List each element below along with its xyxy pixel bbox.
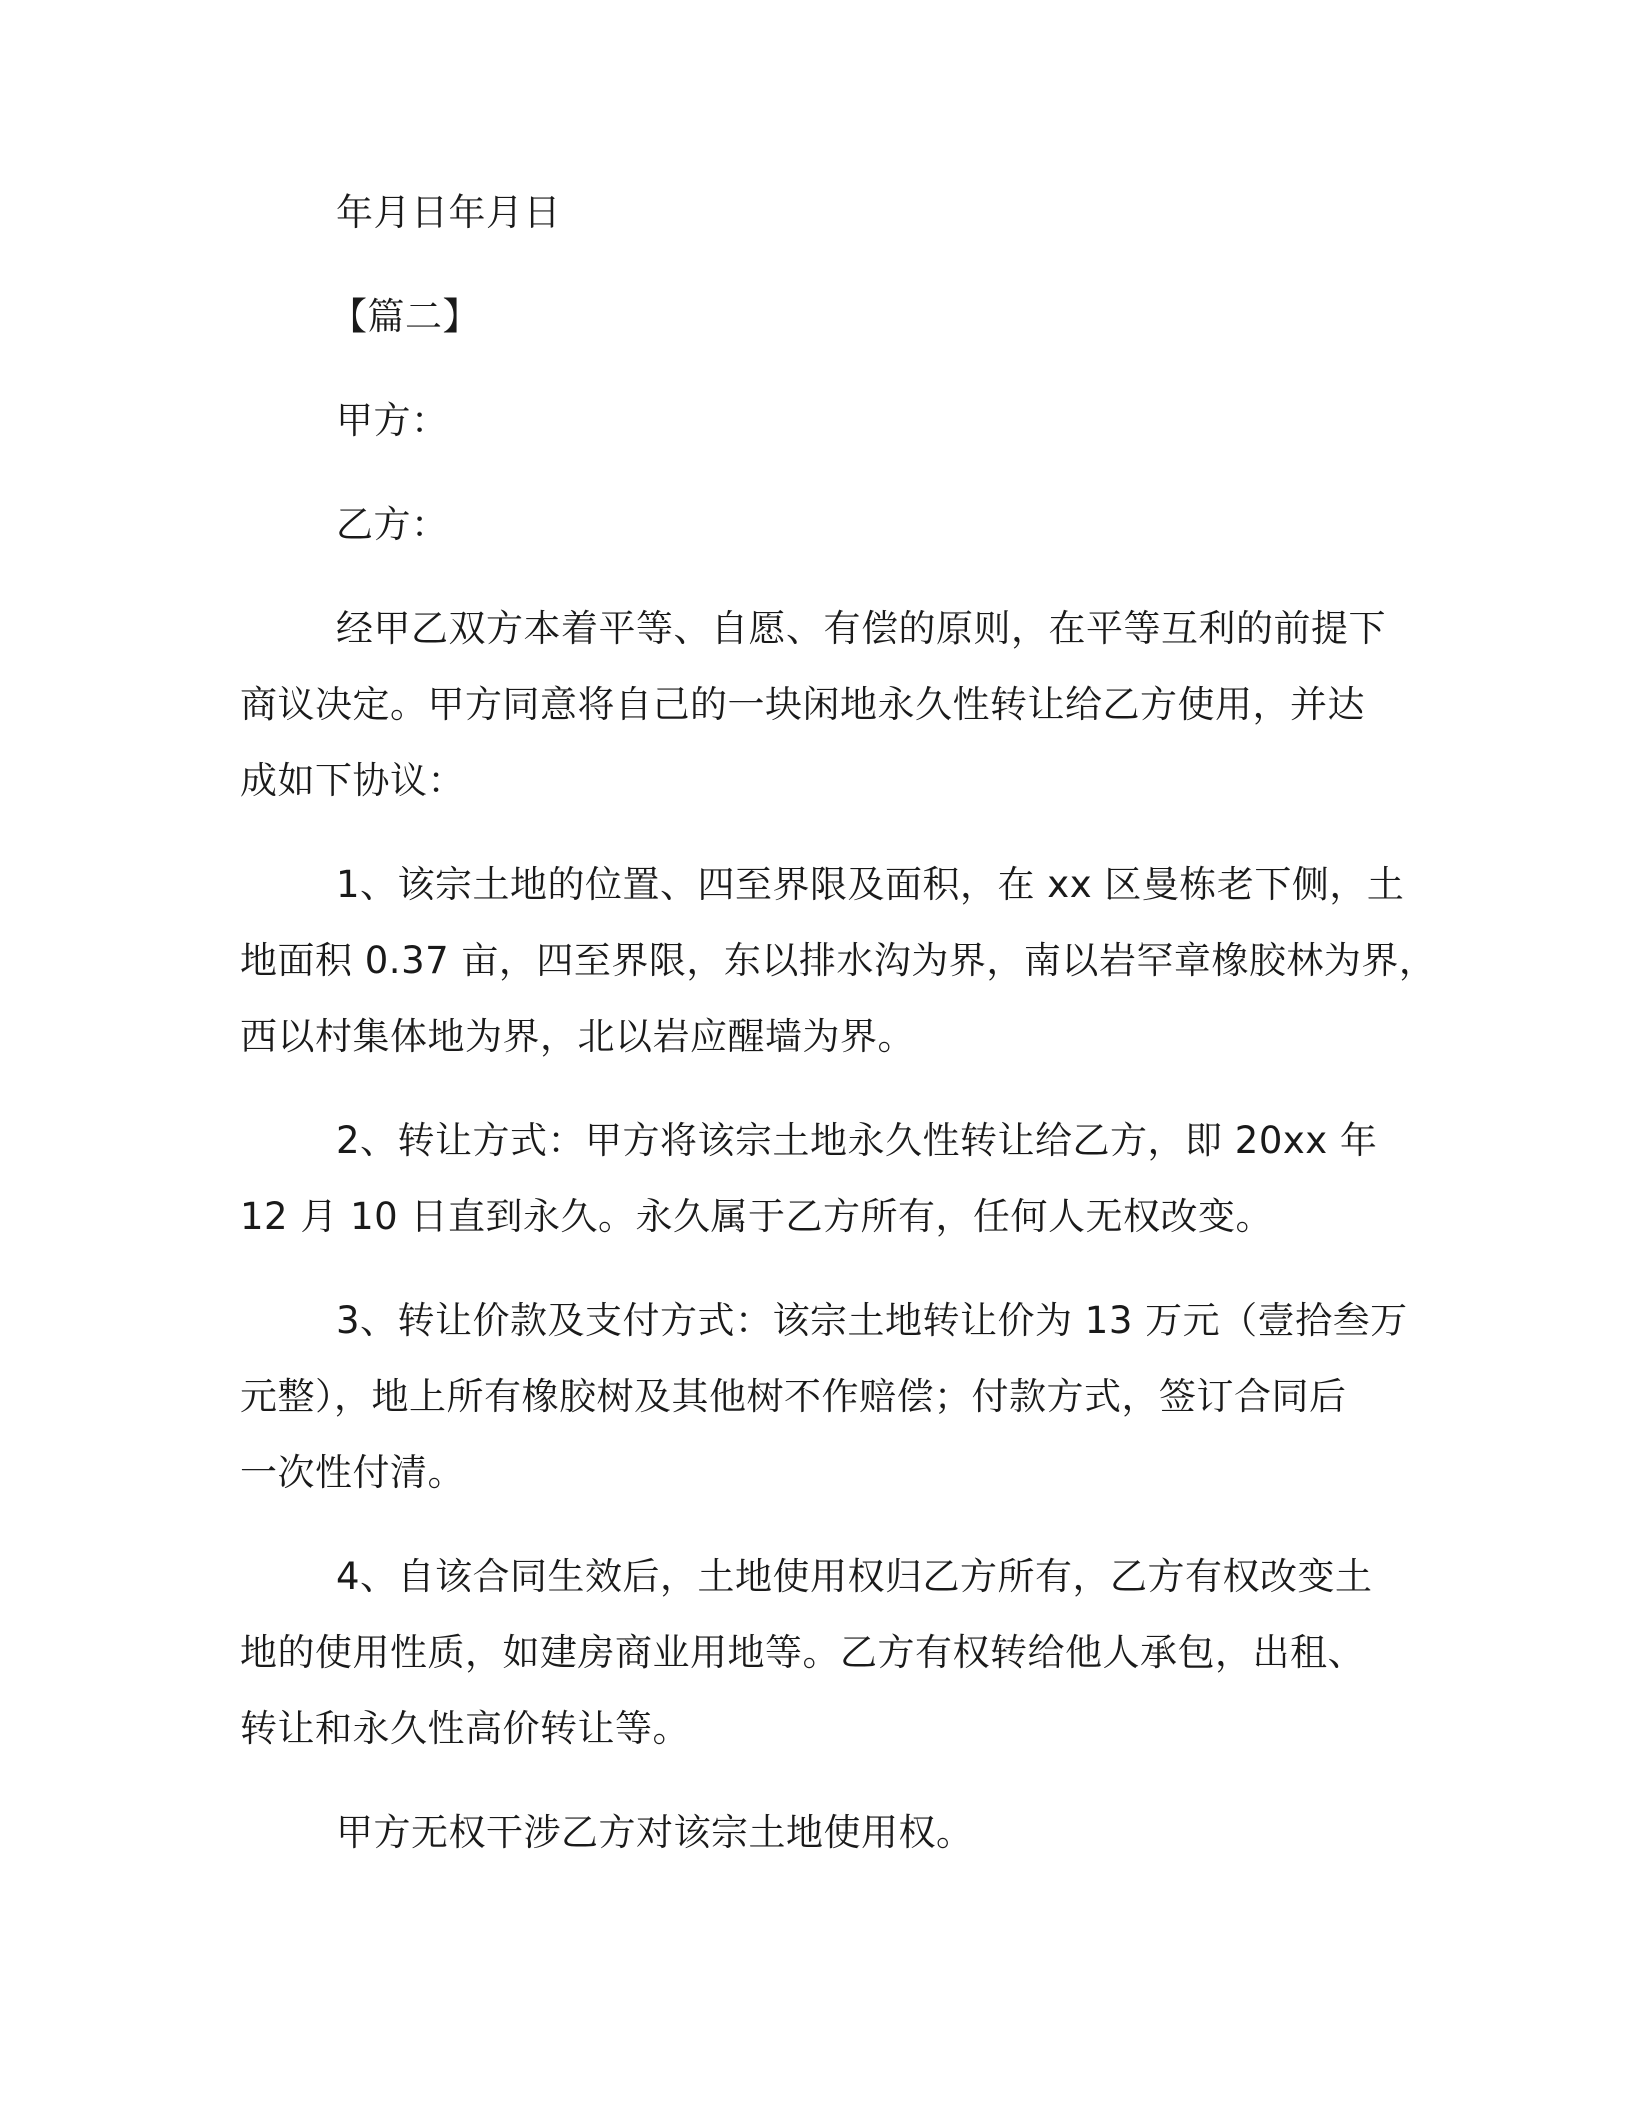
paragraph-line: 4、自该合同生效后，土地使用权归乙方所有，乙方有权改变土: [336, 1555, 1373, 1598]
paragraph-line: 西以村集体地为界，北以岩应醒墙为界。: [240, 1015, 915, 1058]
paragraph-line: 商议决定。甲方同意将自己的一块闲地永久性转让给乙方使用，并达: [240, 683, 1365, 726]
paragraph-line: 转让和永久性高价转让等。: [240, 1707, 690, 1750]
paragraph-line: 3、转让价款及支付方式：该宗土地转让价为 13 万元（壹拾叁万: [336, 1299, 1408, 1342]
paragraph-line: 12 月 10 日直到永久。永久属于乙方所有，任何人无权改变。: [240, 1195, 1273, 1238]
paragraph-line: 一次性付清。: [240, 1451, 465, 1494]
paragraph-line: 成如下协议：: [240, 759, 465, 802]
paragraph-line: 经甲乙双方本着平等、自愿、有偿的原则，在平等互利的前提下: [336, 607, 1386, 650]
section-heading: 【篇二】: [330, 295, 480, 338]
party-b-label: 乙方：: [336, 503, 449, 546]
paragraph-line: 地面积 0.37 亩，四至界限，东以排水沟为界，南以岩罕章橡胶林为界，: [240, 939, 1437, 982]
paragraph-line: 1、该宗土地的位置、四至界限及面积，在 xx 区曼栋老下侧，土: [336, 863, 1405, 906]
paragraph-line: 地的使用性质，如建房商业用地等。乙方有权转给他人承包，出租、: [240, 1631, 1365, 1674]
date-line: 年月日年月日: [336, 191, 561, 234]
paragraph-line: 2、转让方式：甲方将该宗土地永久性转让给乙方，即 20xx 年: [336, 1119, 1378, 1162]
party-a-label: 甲方：: [336, 399, 449, 442]
paragraph-line: 甲方无权干涉乙方对该宗土地使用权。: [336, 1811, 974, 1854]
paragraph-line: 元整），地上所有橡胶树及其他树不作赔偿；付款方式，签订合同后: [240, 1375, 1347, 1418]
